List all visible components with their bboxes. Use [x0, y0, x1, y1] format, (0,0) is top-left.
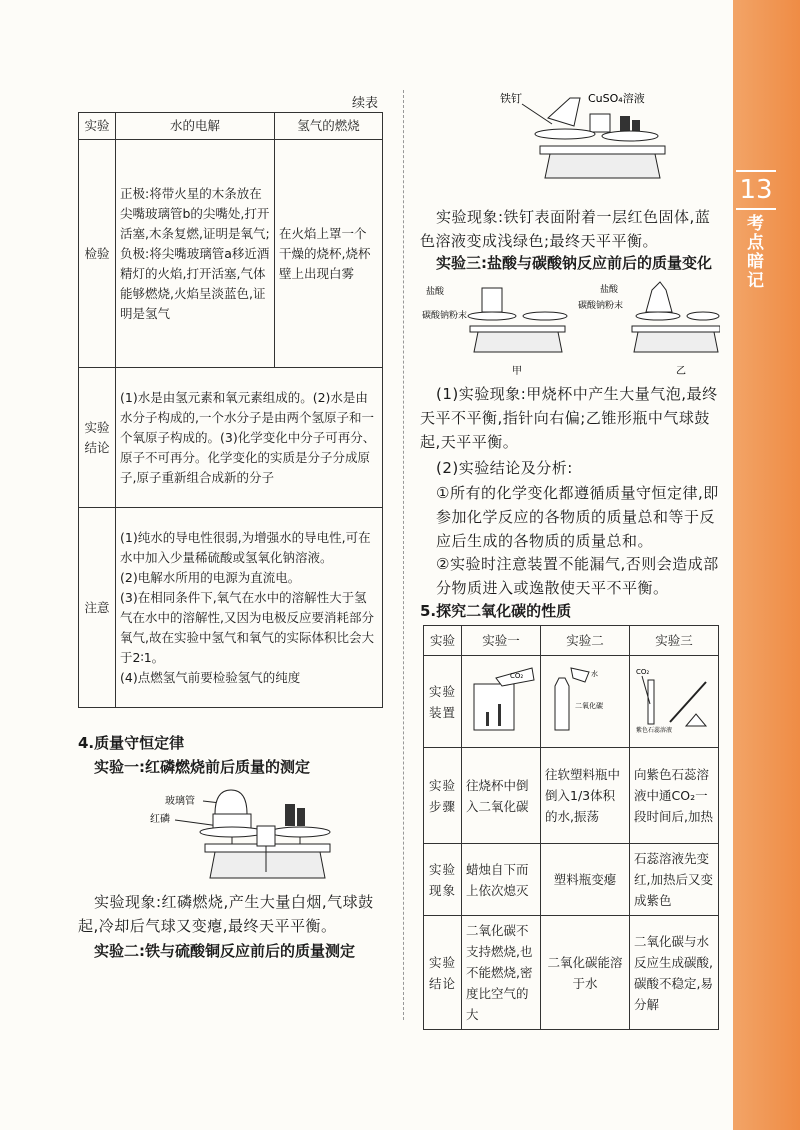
hcl-sodium-carbonate-figure — [420, 278, 720, 378]
table2-header-1: 实验一 — [462, 626, 541, 656]
note-item: (1)纯水的导电性很弱,为增强水的导电性,可在水中加入少量稀硫酸或氢氧化钠溶液。 — [120, 529, 371, 565]
table2-header-0: 实验 — [424, 626, 462, 656]
note-item: (3)在相同条件下,氧气在水中的溶解性大于氢气在水中的溶解性,又因为电极反应要消耗部分氧气,故在实验中氢气和氧气的实际体积比会大于2∶1。 — [120, 589, 374, 665]
conclusion-3: 二氧化碳与水反应生成碳酸,碳酸不稳定,易分解 — [630, 916, 719, 1030]
row-label-phenomenon: 实验现象 — [424, 844, 462, 916]
chapter-number: 13 — [736, 170, 776, 210]
apparatus3-label-litmus: 紫色石蕊溶液 — [636, 726, 673, 734]
fig2-label-nail: 铁钉 — [500, 92, 522, 105]
fig1-label-glass-tube: 玻璃管 — [165, 796, 195, 807]
fig1-label-red-phosphorus: 红磷 — [150, 814, 170, 825]
step-3: 向紫色石蕊溶液中通CO₂一段时间后,加热 — [630, 748, 719, 844]
exp3-analysis-1: ①所有的化学变化都遵循质量守恒定律,即参加化学反应的各物质的质量总和等于反应后生成的各物质的质量总和。 — [436, 484, 719, 550]
water-electrolysis-table — [78, 112, 383, 708]
phenomenon-3: 石蕊溶液先变红,加热后又变成紫色 — [630, 844, 719, 916]
table1-header-2: 氢气的燃烧 — [275, 113, 383, 140]
beaker-co2-figure — [466, 664, 536, 734]
fig2-label-cuso4: CuSO₄溶液 — [588, 92, 645, 105]
exp3-analysis-heading: (2)实验结论及分析: — [436, 459, 573, 477]
exp2-title: 实验二:铁与硫酸铜反应前后的质量测定 — [94, 942, 356, 960]
fig3-label-hcl-a: 盐酸 — [426, 287, 445, 297]
check-hydrogen-burn: 在火焰上罩一个干燥的烧杯,烧杯壁上出现白雾 — [275, 140, 383, 368]
phenomenon-2: 塑料瓶变瘪 — [541, 844, 630, 916]
note-item: (4)点燃氢气前要检验氢气的纯度 — [120, 669, 301, 685]
apparatus3-label-co2: CO₂ — [636, 667, 650, 676]
note-item: (2)电解水所用的电源为直流电。 — [120, 569, 301, 585]
exp3-title: 实验三:盐酸与碳酸钠反应前后的质量变化 — [436, 254, 713, 272]
apparatus-1 — [462, 656, 541, 748]
exp2-text: 实验现象:铁钉表面附着一层红色固体,蓝色溶液变成浅绿色;最终天平平衡。 — [420, 208, 711, 250]
table2-header-2: 实验二 — [541, 626, 630, 656]
row-label-conclusion2: 实验结论 — [424, 916, 462, 1030]
row-label-check: 检验 — [79, 140, 116, 368]
step-2: 往软塑料瓶中倒入1/3体积的水,振荡 — [541, 748, 630, 844]
table2-header-3: 实验三 — [630, 626, 719, 656]
phenomenon-1: 蜡烛自下而上依次熄灭 — [462, 844, 541, 916]
table1-header-0: 实验 — [79, 113, 116, 140]
continued-label: 续表 — [352, 96, 379, 111]
fig3-label-hcl-b: 盐酸 — [600, 285, 619, 295]
exp1-title: 实验一:红磷燃烧前后质量的测定 — [94, 758, 311, 776]
apparatus-2 — [541, 656, 630, 748]
fig3-caption-a: 甲 — [512, 366, 522, 377]
section5-title: 5.探究二氧化碳的性质 — [420, 602, 572, 620]
column-divider — [403, 90, 404, 1020]
conclusion-2: 二氧化碳能溶于水 — [541, 916, 630, 1030]
chapter-label: 考点暗记 — [743, 214, 763, 290]
conclusion-1: 二氧化碳不支持燃烧,也不能燃烧,密度比空气的大 — [462, 916, 541, 1030]
conclusion-text: (1)水是由氢元素和氧元素组成的。(2)水是由水分子构成的,一个水分子是由两个氢原子和一个氧原子构成的。(3)化学变化中分子可再分、原子不可再分。化学变化的实质是分子分成原子,原子重新组合成新的分子 — [116, 368, 383, 508]
table1-header-1: 水的电解 — [116, 113, 275, 140]
exp3-observation: (1)实验现象:甲烧杯中产生大量气泡,最终天平不平衡,指针向右偏;乙锥形瓶中气球鼓起,天平平衡。 — [420, 385, 718, 451]
apparatus-3 — [630, 656, 719, 748]
notes-cell — [116, 508, 383, 708]
iron-copper-sulfate-balance-figure — [500, 88, 700, 188]
red-phosphorus-balance-figure — [145, 782, 345, 892]
fig3-caption-b: 乙 — [676, 366, 686, 377]
plastic-bottle-figure — [545, 664, 625, 734]
section4-title: 4.质量守恒定律 — [78, 734, 185, 752]
step-1: 往烧杯中倒入二氧化碳 — [462, 748, 541, 844]
row-label-notes: 注意 — [79, 508, 116, 708]
row-label-steps: 实验步骤 — [424, 748, 462, 844]
apparatus1-label: CO₂ — [510, 671, 524, 680]
apparatus2-label-co2: 二氧化碳 — [575, 701, 603, 710]
row-label-conclusion: 实验结论 — [79, 368, 116, 508]
co2-properties-table — [423, 625, 719, 1030]
fig3-label-na2co3-b: 碳酸钠粉末 — [578, 301, 624, 311]
check-electrolysis: 正极:将带火星的木条放在尖嘴玻璃管b的尖嘴处,打开活塞,木条复燃,证明是氧气;负极:将尖嘴玻璃管a移近酒精灯的火焰,打开活塞,气体能够燃烧,火焰呈淡蓝色,证明是氢气 — [116, 140, 275, 368]
fig3-label-na2co3-a: 碳酸钠粉末 — [422, 311, 468, 321]
row-label-apparatus: 实验装置 — [424, 656, 462, 748]
exp3-analysis-2: ②实验时注意装置不能漏气,否则会造成部分物质进入或逸散使天平不平衡。 — [436, 555, 719, 597]
litmus-tube-figure — [634, 664, 714, 734]
exp1-text: 实验现象:红磷燃烧,产生大量白烟,气球鼓起,冷却后气球又变瘪,最终天平平衡。 — [78, 893, 374, 935]
apparatus2-label-water: 水 — [591, 669, 598, 678]
